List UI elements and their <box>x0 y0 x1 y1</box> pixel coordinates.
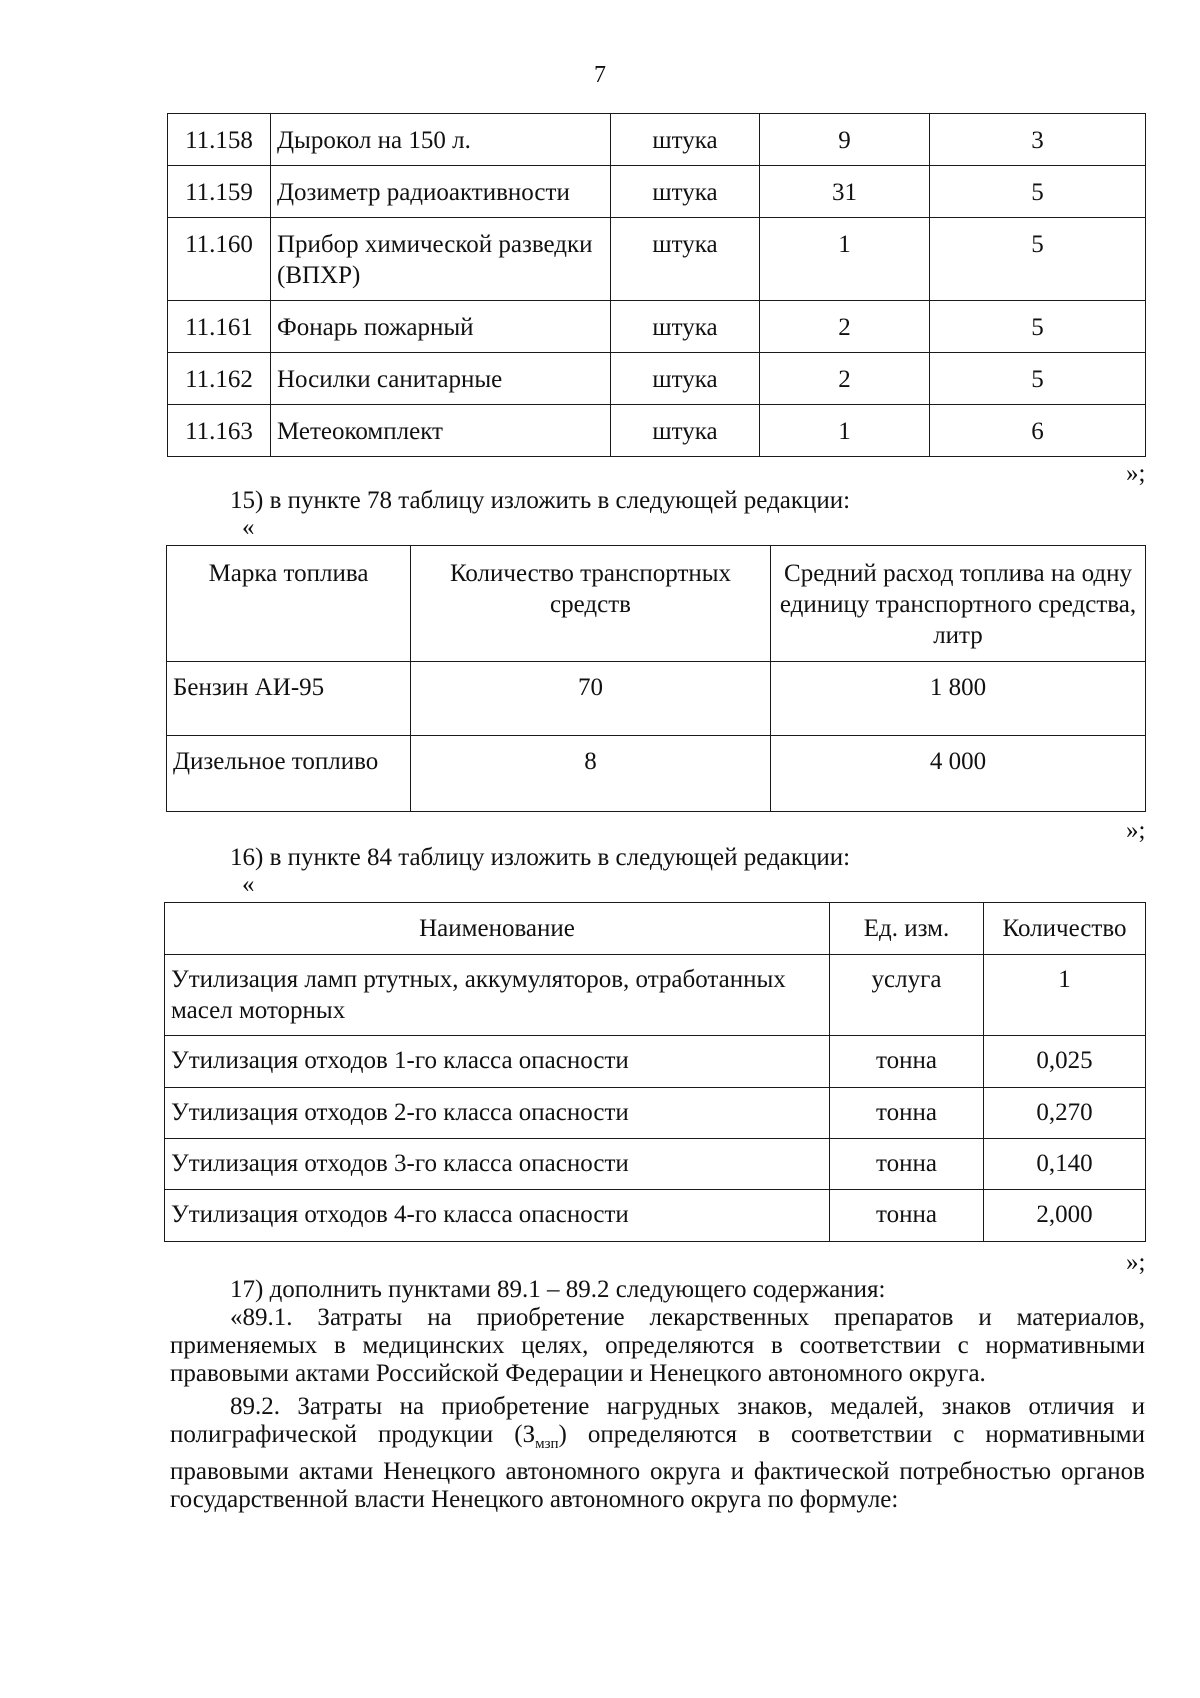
item-number: 11.163 <box>168 405 271 457</box>
item-name: Фонарь пожарный <box>271 301 611 353</box>
service-unit: тонна <box>830 1190 984 1242</box>
table-row <box>165 1139 1146 1190</box>
utilization-table <box>164 902 1146 1242</box>
item-name: Метеокомплект <box>271 405 611 457</box>
column-header: Марка топлива <box>167 546 411 662</box>
formula-subscript: мзп <box>535 1436 559 1452</box>
item-term: 5 <box>930 301 1146 353</box>
item-term: 5 <box>930 166 1146 218</box>
item-number: 11.158 <box>168 114 271 166</box>
vehicle-count: 8 <box>411 736 771 812</box>
item-number: 11.159 <box>168 166 271 218</box>
vehicle-count: 70 <box>411 662 771 736</box>
item-16-text: 16) в пункте 84 таблицу изложить в следующей редакции: <box>230 844 851 871</box>
paragraph-89-2 <box>170 1393 1145 1514</box>
closing-quote: »; <box>1126 460 1146 487</box>
item-unit: штука <box>611 166 760 218</box>
paragraph-89-2-text-start: 89.2. Затраты на приобретение нагрудных знаков, медалей, знаков отличия и полиграфической продукции (З <box>170 1393 1145 1448</box>
table-row <box>168 114 1146 166</box>
table-row <box>168 405 1146 457</box>
service-unit: тонна <box>830 1088 984 1139</box>
closing-quote: »; <box>1126 1249 1146 1276</box>
table-row <box>165 1088 1146 1139</box>
column-header: Количество транспортных средств <box>411 546 771 662</box>
table-row <box>165 1190 1146 1242</box>
fuel-consumption: 1 800 <box>771 662 1146 736</box>
item-quantity: 1 <box>760 405 930 457</box>
item-name: Носилки санитарные <box>271 353 611 405</box>
item-term: 6 <box>930 405 1146 457</box>
column-header: Средний расход топлива на одну единицу транспортного средства, литр <box>771 546 1146 662</box>
item-unit: штука <box>611 301 760 353</box>
service-name: Утилизация отходов 2-го класса опасности <box>165 1088 830 1139</box>
item-term: 5 <box>930 353 1146 405</box>
table-row <box>165 1036 1146 1088</box>
item-quantity: 2 <box>760 301 930 353</box>
column-header: Ед. изм. <box>830 903 984 955</box>
table-row <box>165 955 1146 1036</box>
item-unit: штука <box>611 114 760 166</box>
closing-quote: »; <box>1126 817 1146 844</box>
item-quantity: 31 <box>760 166 930 218</box>
fuel-table <box>166 545 1146 812</box>
table-row <box>168 166 1146 218</box>
service-quantity: 0,270 <box>984 1088 1146 1139</box>
page-number: 7 <box>594 62 606 88</box>
paragraph-89-2-text-end: ) определяются в соответствии с нормативными правовыми актами Ненецкого автономного округа и фактической потребностью органов государственной власти Ненецкого автономного округа по формуле: <box>170 1421 1145 1513</box>
item-15-text: 15) в пункте 78 таблицу изложить в следующей редакции: <box>230 487 851 514</box>
fuel-consumption: 4 000 <box>771 736 1146 812</box>
service-quantity: 2,000 <box>984 1190 1146 1242</box>
paragraph-89-1 <box>170 1304 1145 1388</box>
table-row <box>167 662 1146 736</box>
item-number: 11.161 <box>168 301 271 353</box>
service-name: Утилизация отходов 4-го класса опасности <box>165 1190 830 1242</box>
table-header-row <box>165 903 1146 955</box>
fuel-brand: Бензин АИ-95 <box>167 662 411 736</box>
service-unit: услуга <box>830 955 984 1036</box>
item-name: Дозиметр радиоактивности <box>271 166 611 218</box>
item-17-text: 17) дополнить пунктами 89.1 – 89.2 следующего содержания: <box>230 1276 886 1303</box>
service-unit: тонна <box>830 1036 984 1088</box>
column-header: Наименование <box>165 903 830 955</box>
table-row <box>168 353 1146 405</box>
item-unit: штука <box>611 353 760 405</box>
table-row <box>167 736 1146 812</box>
table-header-row <box>167 546 1146 662</box>
item-name: Дырокол на 150 л. <box>271 114 611 166</box>
fuel-brand: Дизельное топливо <box>167 736 411 812</box>
service-quantity: 1 <box>984 955 1146 1036</box>
item-quantity: 1 <box>760 218 930 301</box>
equipment-table <box>167 113 1146 457</box>
service-name: Утилизация отходов 3-го класса опасности <box>165 1139 830 1190</box>
item-number: 11.162 <box>168 353 271 405</box>
service-name: Утилизация отходов 1-го класса опасности <box>165 1036 830 1088</box>
opening-quote: « <box>242 514 255 541</box>
service-unit: тонна <box>830 1139 984 1190</box>
opening-quote: « <box>242 871 255 898</box>
item-name: Прибор химической разведки (ВПХР) <box>271 218 611 301</box>
paragraph-89-1-text: «89.1. Затраты на приобретение лекарственных препаратов и материалов, применяемых в медицинских целях, определяются в соответствии с нормативными правовыми актами Российской Федерации и Ненецкого автономного округа. <box>170 1304 1145 1387</box>
service-name: Утилизация ламп ртутных, аккумуляторов, отработанных масел моторных <box>165 955 830 1036</box>
item-term: 5 <box>930 218 1146 301</box>
item-term: 3 <box>930 114 1146 166</box>
item-number: 11.160 <box>168 218 271 301</box>
table-row <box>168 301 1146 353</box>
item-unit: штука <box>611 405 760 457</box>
item-quantity: 2 <box>760 353 930 405</box>
column-header: Количество <box>984 903 1146 955</box>
item-quantity: 9 <box>760 114 930 166</box>
table-row <box>168 218 1146 301</box>
service-quantity: 0,140 <box>984 1139 1146 1190</box>
item-unit: штука <box>611 218 760 301</box>
service-quantity: 0,025 <box>984 1036 1146 1088</box>
